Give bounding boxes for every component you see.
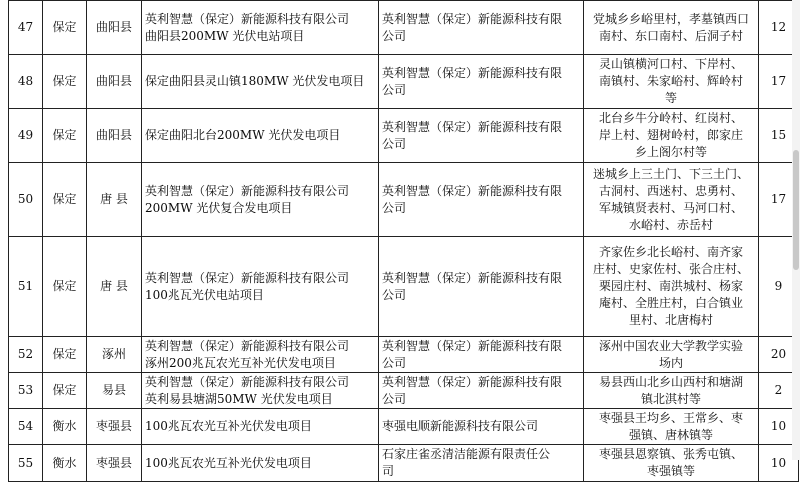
project-name-cell — [142, 445, 379, 482]
row-number: 52 — [9, 337, 43, 373]
count-cell: 15 — [759, 109, 799, 163]
villages-cell-line: 场内 — [658, 355, 683, 370]
row-number: 53 — [9, 373, 43, 409]
company-cell-line: 英利智慧（保定）新能源科技有限 — [382, 374, 563, 389]
city-cell: 保定 — [43, 337, 87, 373]
city-cell: 保定 — [43, 163, 87, 237]
villages-cell — [584, 55, 759, 109]
table-row — [9, 237, 799, 337]
villages-cell — [584, 445, 759, 482]
row-number: 50 — [9, 163, 43, 237]
vertical-scrollbar[interactable] — [792, 0, 800, 460]
villages-cell-line: 古洞村、西迷村、忠勇村、 — [598, 183, 743, 198]
villages-cell — [584, 373, 759, 409]
project-name-cell-line: 英利智慧（保定）新能源科技有限公司 — [145, 374, 350, 389]
project-name-cell — [142, 109, 379, 163]
county-cell: 易县 — [87, 373, 142, 409]
count-cell: 17 — [759, 163, 799, 237]
county-cell: 唐 县 — [87, 237, 142, 337]
villages-cell — [584, 163, 759, 237]
villages-cell-line: 枣强县王均乡、王常乡、枣 — [598, 410, 743, 425]
company-cell-line: 石家庄雀丞清洁能源有限责任公 — [382, 447, 551, 461]
company-cell-line: 公司 — [382, 355, 407, 370]
scrollbar-thumb[interactable] — [793, 150, 799, 270]
count-cell: 12 — [759, 1, 799, 55]
villages-cell — [584, 1, 759, 55]
villages-cell-line: 北台乡牛分岭村、红岗村、 — [598, 111, 743, 125]
county-cell: 曲阳县 — [87, 109, 142, 163]
project-name-cell-line: 英利智慧（保定）新能源科技有限公司 — [145, 338, 350, 353]
project-name-cell-line: 100兆瓦农光互补光伏发电项目 — [145, 455, 312, 470]
project-name-cell-line: 英利智慧（保定）新能源科技有限公司 — [145, 11, 350, 26]
project-name-cell — [142, 373, 379, 409]
company-cell — [379, 337, 584, 373]
company-cell — [379, 445, 584, 482]
villages-cell — [584, 409, 759, 445]
company-cell-line: 英利智慧（保定）新能源科技有限 — [382, 270, 563, 285]
project-name-cell — [142, 337, 379, 373]
project-name-cell — [142, 409, 379, 445]
company-cell-line: 英利智慧（保定）新能源科技有限 — [382, 65, 563, 80]
villages-cell-line: 栗园庄村、南洪城村、杨家 — [598, 279, 743, 293]
company-cell-line: 枣强电顺新能源科技有限公司 — [382, 419, 539, 433]
company-cell-line: 公司 — [382, 391, 407, 406]
villages-cell-line: 水峪村、赤岳村 — [628, 217, 713, 232]
villages-cell-line: 庄村、史家佐村、张合庄村、 — [592, 262, 749, 276]
count-cell: 20 — [759, 337, 799, 373]
villages-cell-line: 南村、东口南村、后洞子村 — [598, 28, 743, 43]
count-cell: 10 — [759, 445, 799, 482]
company-cell-line: 公司 — [382, 28, 407, 43]
city-cell: 保定 — [43, 55, 87, 109]
row-number: 49 — [9, 109, 43, 163]
project-name-cell-line: 保定曲阳北台200MW 光伏发电项目 — [145, 128, 341, 142]
company-cell — [379, 163, 584, 237]
project-name-cell-line: 保定曲阳县灵山镇180MW 光伏发电项目 — [145, 74, 365, 88]
project-name-cell-line: 英利智慧（保定）新能源科技有限公司 — [145, 183, 350, 198]
count-cell: 2 — [759, 373, 799, 409]
company-cell-line: 英利智慧（保定）新能源科技有限 — [382, 11, 563, 26]
table-row — [9, 445, 799, 482]
count-cell: 10 — [759, 409, 799, 445]
company-cell — [379, 409, 584, 445]
city-cell: 保定 — [43, 109, 87, 163]
villages-cell-line: 岸上村、翅树岭村，郎家庄 — [598, 128, 743, 142]
company-cell — [379, 1, 584, 55]
project-name-cell-line: 100兆瓦光伏电站项目 — [145, 287, 264, 302]
villages-cell — [584, 337, 759, 373]
project-name-cell — [142, 163, 379, 237]
row-number: 51 — [9, 237, 43, 337]
villages-cell-line: 乡上阁尔村等 — [634, 145, 707, 159]
company-cell-line: 公司 — [382, 200, 407, 215]
villages-cell-line: 灵山镇横河口村、下岸村、 — [598, 57, 743, 71]
table-row — [9, 109, 799, 163]
city-cell: 保定 — [43, 237, 87, 337]
count-cell: 17 — [759, 55, 799, 109]
project-name-cell — [142, 237, 379, 337]
villages-cell — [584, 109, 759, 163]
table-row — [9, 163, 799, 237]
company-cell-line: 英利智慧（保定）新能源科技有限 — [382, 338, 563, 353]
villages-cell-line: 南镇村、朱家峪村、辉岭村 — [598, 74, 743, 88]
villages-cell-line: 党城乡乡峪里村，孝墓镇西口 — [592, 11, 749, 26]
company-cell — [379, 237, 584, 337]
villages-cell-line: 等 — [664, 91, 677, 105]
project-name-cell-line: 曲阳县200MW 光伏电站项目 — [145, 28, 305, 43]
company-cell — [379, 373, 584, 409]
villages-cell — [584, 237, 759, 337]
table-row — [9, 373, 799, 409]
county-cell: 涿州 — [87, 337, 142, 373]
company-cell-line: 公司 — [382, 82, 407, 97]
project-name-cell — [142, 1, 379, 55]
count-cell: 9 — [759, 237, 799, 337]
company-cell — [379, 55, 584, 109]
project-name-cell-line: 英利智慧（保定）新能源科技有限公司 — [145, 270, 350, 285]
villages-cell-line: 里村、北唐梅村 — [628, 313, 713, 327]
company-cell-line: 司 — [382, 464, 395, 478]
table-row — [9, 55, 799, 109]
company-cell — [379, 109, 584, 163]
project-name-cell-line: 涿州200兆瓦农光互补光伏发电项目 — [145, 355, 336, 370]
projects-table — [8, 0, 799, 482]
row-number: 47 — [9, 1, 43, 55]
table-row — [9, 337, 799, 373]
table-row — [9, 1, 799, 55]
city-cell: 保定 — [43, 1, 87, 55]
county-cell: 曲阳县 — [87, 1, 142, 55]
city-cell: 衡水 — [43, 445, 87, 482]
villages-cell-line: 枣强县恩察镇、张秀屯镇、 — [598, 447, 743, 461]
project-name-cell-line: 100兆瓦农光互补光伏发电项目 — [145, 419, 312, 433]
county-cell: 枣强县 — [87, 445, 142, 482]
villages-cell-line: 军城镇贤表村、马河口村、 — [598, 200, 743, 215]
villages-cell-line: 庵村、全胜庄村，白合镇业 — [598, 296, 743, 310]
project-name-cell-line: 英利易县塘湖50MW 光伏发电项目 — [145, 391, 333, 406]
row-number: 48 — [9, 55, 43, 109]
county-cell: 唐 县 — [87, 163, 142, 237]
city-cell: 保定 — [43, 373, 87, 409]
company-cell-line: 英利智慧（保定）新能源科技有限 — [382, 119, 563, 134]
villages-cell-line: 迷城乡上三土门、下三土门、 — [592, 166, 749, 181]
company-cell-line: 公司 — [382, 287, 407, 302]
city-cell: 衡水 — [43, 409, 87, 445]
villages-cell-line: 镇北淇村等 — [640, 391, 701, 406]
villages-cell-line: 枣强镇等 — [646, 464, 695, 478]
villages-cell-line: 易县西山北乡山西村和塘湖 — [598, 374, 743, 389]
county-cell: 曲阳县 — [87, 55, 142, 109]
project-name-cell-line: 200MW 光伏复合发电项目 — [145, 200, 293, 215]
company-cell-line: 英利智慧（保定）新能源科技有限 — [382, 183, 563, 198]
county-cell: 枣强县 — [87, 409, 142, 445]
row-number: 54 — [9, 409, 43, 445]
table-row — [9, 409, 799, 445]
villages-cell-line: 强镇、唐林镇等 — [628, 427, 713, 442]
project-name-cell — [142, 55, 379, 109]
row-number: 55 — [9, 445, 43, 482]
villages-cell-line: 齐家佐乡北长峪村、南齐家 — [598, 245, 743, 259]
villages-cell-line: 涿州中国农业大学教学实验 — [598, 338, 743, 353]
company-cell-line: 公司 — [382, 136, 407, 151]
